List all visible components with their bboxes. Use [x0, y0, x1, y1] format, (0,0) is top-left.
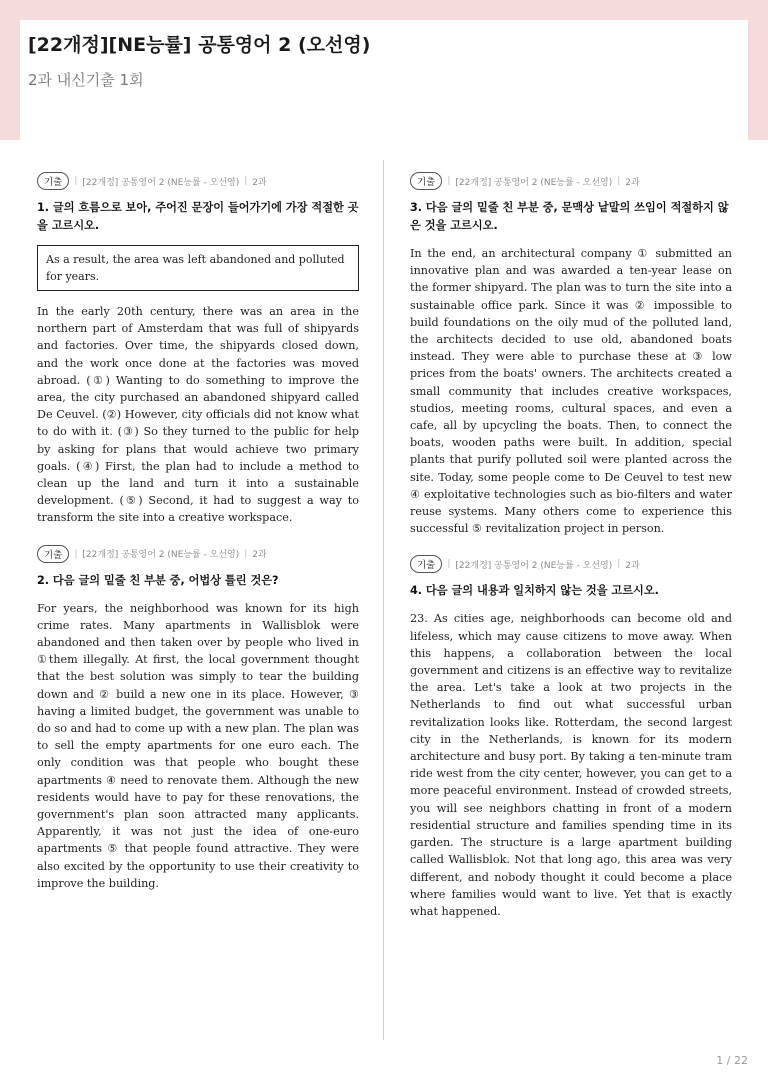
tag-separator: | [617, 176, 621, 186]
question-passage: In the early 20th century, there was an area in the northern part of Amsterdam that was full of shipyards and factories. Over time, the shipyards closed down, and the work once done at the factories was moved abroad. (①) Wanting to do something to improve the area, the city purchased an abandoned shipyard called De Ceuvel. (②) However, city officials did not know what to do with it. (③) So they turned to the public for help by asking for plans that would achieve two primary goals. (④) First, the plan had to include a method to clean up the land and turn it into a sustainable development. (⑤) Second, it had to suggest a way to transform the site into a creative workspace. [37, 305, 359, 525]
question-title: 1. 글의 흐름으로 보아, 주어진 문장이 들어가기에 가장 적절한 곳을 고르시오. [37, 201, 359, 232]
question-tag [37, 172, 359, 190]
page-subtitle: 2과 내신기출 1회 [28, 71, 144, 89]
page-number: 1 / 22 [716, 1054, 748, 1067]
given-sentence-box: As a result, the area was left abandoned and polluted for years. [37, 245, 359, 291]
tag-lesson: 2과 [625, 560, 640, 571]
tag-separator: | [74, 176, 78, 186]
question-1 [37, 172, 359, 527]
tag-lesson: 2과 [252, 550, 267, 561]
right-column [410, 172, 732, 938]
tag-separator: | [244, 548, 248, 559]
tag-separator: | [447, 176, 451, 186]
question-tag [410, 555, 732, 573]
tag-lesson: 2과 [252, 177, 267, 188]
question-passage: For years, the neighborhood was known for its high crime rates. Many apartments in Wallisblok were abandoned and then taken over by people who lived in ①them illegally. At first, the local government thought that the best solution was simply to tear the building down and ② build a new one in its place. However, ③ having a limited budget, the government was unable to do so and had to come up with a new plan. The plan was to sell the empty apartments for one euro each. The only condition was that people who bought these apartments ④ need to renovate them. Although the new residents would have to pay for these renovations, the government's plan soon attracted many applicants. Apparently, it was not just the idea of one-euro apartments ⑤ that people found attractive. They were also excited by the opportunity to use their creativity to improve the building. [37, 601, 359, 890]
question-title: 4. 다음 글의 내용과 일치하지 않는 것을 고르시오. [410, 584, 659, 598]
exam-badge: 기출 [410, 555, 442, 573]
tag-source: [22개정] 공통영어 2 (NE능률 - 오선영) [455, 560, 613, 571]
question-3 [410, 172, 732, 537]
tag-source: [22개정] 공통영어 2 (NE능률 - 오선영) [455, 177, 613, 188]
page-title: [22개정][NE능률] 공통영어 2 (오선영) [28, 34, 371, 56]
exam-badge: 기출 [37, 545, 69, 563]
tag-separator: | [617, 559, 621, 570]
question-2 [37, 545, 359, 892]
left-column [37, 172, 359, 910]
tag-source: [22개정] 공통영어 2 (NE능률 - 오선영) [82, 177, 240, 188]
question-title: 3. 다음 글의 밑줄 친 부분 중, 문맥상 낱말의 쓰임이 적절하지 않은 것을 고르시오. [410, 201, 729, 232]
question-tag [410, 172, 732, 190]
tag-separator: | [74, 548, 78, 559]
question-4 [410, 555, 732, 920]
exam-badge: 기출 [37, 172, 69, 190]
tag-separator: | [244, 176, 248, 186]
question-passage: In the end, an architectural company ① submitted an innovative plan and was awarded a ten-year lease on the former shipyard. The plan was to turn the site into a sustainable office park. Since it was ② impossible to build foundations on the oily mud of the polluted land, the architects decided to use old, abandoned boats instead. They were able to purchase these at ③ low prices from the boats' owners. The architects created a small community that includes creative workspaces, studios, meeting rooms, cultural spaces, and even a cafe, all by upcycling the boats. Then, to connect the boats, wooden paths were built. In addition, special plants that purify polluted soil were planted across the site. Today, some people come to De Ceuvel to test new ④ exploitative technologies such as bio-filters and water reuse systems. Many others come to experience this successful ⑤ revitalization project in person. [410, 247, 732, 536]
tag-lesson: 2과 [625, 177, 640, 188]
tag-source: [22개정] 공통영어 2 (NE능률 - 오선영) [82, 550, 240, 561]
tag-separator: | [447, 559, 451, 570]
question-title: 2. 다음 글의 밑줄 친 부분 중, 어법상 틀린 것은? [37, 573, 279, 587]
question-tag [37, 545, 359, 563]
exam-badge: 기출 [410, 172, 442, 190]
question-passage: 23. As cities age, neighborhoods can become old and lifeless, which may cause citizens to move away. When this happens, a collaboration between the local government and citizens is an effective way to revitalize the area. Let's take a look at two projects in the Netherlands to find out what successful urban revitalization looks like. Rotterdam, the second largest city in the Netherlands, is known for its modern architecture and busy port. By taking a ten-minute tram ride west from the city center, however, you can get to a more peaceful environment. Instead of crowded streets, you will see neighbors chatting in front of a modern residential structure and families spending time in its garden. The structure is a large apartment building called Wallisblok. Not that long ago, this area was very different, and nobody thought it could become a place where families would want to live. Yet that is exactly what happened. [410, 612, 732, 918]
column-divider [383, 160, 384, 1040]
